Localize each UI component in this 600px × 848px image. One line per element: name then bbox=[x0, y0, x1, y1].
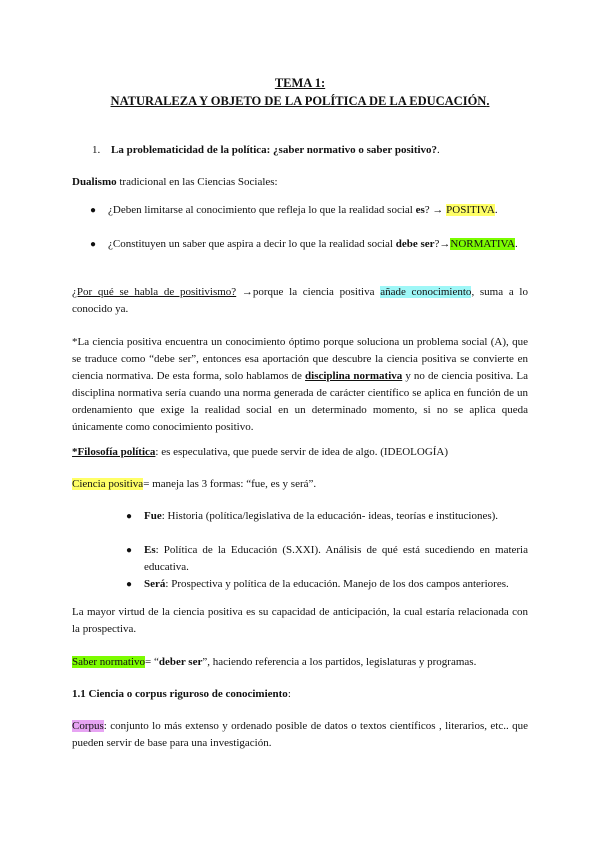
saber-normativo-paragraph: Saber normativo= “deber ser”, haciendo referencia a los partidos, legislaturas y programas. bbox=[72, 656, 477, 668]
bullet-dot-icon: ● bbox=[90, 239, 97, 250]
section-1-1-heading: 1.1 Ciencia o corpus riguroso de conocimiento: bbox=[72, 688, 291, 700]
corpus-paragraph: Corpus: conjunto lo más extenso y ordenado posible de datos o textos científicos , literarios, etc.. que pueden servir de base para una investigación. bbox=[72, 720, 528, 749]
disciplina-normativa-term: disciplina normativa bbox=[305, 370, 403, 382]
positiva-highlight: POSITIVA bbox=[446, 204, 495, 216]
bullet-list-formas bbox=[72, 508, 528, 610]
bullet-text: Será: Prospectiva y política de la educación. Manejo de los dos campos anteriores. bbox=[144, 578, 509, 590]
positivismo-question: ¿Por qué se habla de positivismo? bbox=[72, 286, 237, 298]
filosofia-paragraph: *Filosofía política: es especulativa, que puede servir de idea de algo. (IDEOLOGÍA) bbox=[72, 446, 449, 458]
list-item bbox=[72, 236, 528, 270]
corpus-highlight: Corpus bbox=[72, 720, 104, 732]
filosofia-term: *Filosofía política bbox=[72, 446, 156, 458]
page-title bbox=[72, 74, 528, 92]
bullet-dot-icon: ● bbox=[126, 545, 133, 556]
section-1-number: 1. bbox=[92, 144, 101, 156]
virtud-paragraph: La mayor virtud de la ciencia positiva es su capacidad de anticipación, la cual estaría relacionada con la prospectiva. bbox=[72, 606, 528, 635]
normativa-highlight: NORMATIVA bbox=[450, 238, 516, 250]
list-item bbox=[72, 508, 528, 542]
title-line-1: TEMA 1: bbox=[274, 76, 326, 90]
page-subtitle bbox=[72, 92, 528, 110]
bullet-bold-term: debe ser bbox=[395, 238, 435, 250]
note-paragraph: *La ciencia positiva encuentra un conocimiento óptimo porque soluciona un problema social (A), que se traduce como “debe ser”, entonces esa aportación que descubre la ciencia positiva se convierte en ciencia normativa. De esta forma, solo hablamos de disciplina normativa y no de ciencia positiva. La disciplina normativa sería cuando una norma generada de carácter científico se aplica en función de un ordenamiento que exige la realidad social en un determinado momento, si no se aplica queda únicamente como conocimiento positivo. bbox=[72, 336, 528, 433]
bullet-dot-icon: ● bbox=[90, 205, 97, 216]
bullet-dot-icon: ● bbox=[126, 511, 133, 522]
bullet-bold-term: Es bbox=[144, 544, 156, 556]
section-1-heading-period: . bbox=[437, 144, 440, 156]
deber-ser-term: deber ser bbox=[158, 656, 203, 668]
list-item bbox=[72, 202, 528, 236]
bullet-text: Es: Política de la Educación (S.XXI). Análisis de qué está sucediendo en materia educativa. bbox=[144, 544, 528, 573]
bullet-text: Fue: Historia (política/legislativa de la educación- ideas, teorías e instituciones). bbox=[144, 510, 499, 522]
bullet-text: ¿Deben limitarse al conocimiento que refleja lo que la realidad social es? → POSITIVA. bbox=[108, 204, 498, 216]
dualismo-text: tradicional en las Ciencias Sociales: bbox=[116, 176, 278, 188]
ciencia-positiva-highlight: Ciencia positiva bbox=[72, 478, 144, 490]
ciencia-positiva-paragraph: Ciencia positiva= maneja las 3 formas: “fue, es y será”. bbox=[72, 478, 317, 490]
title-trailing-period: . bbox=[486, 94, 490, 108]
title-line-2: NATURALEZA Y OBJETO DE LA POLÍTICA DE LA EDUCACIÓN bbox=[110, 94, 487, 108]
dualismo-paragraph bbox=[72, 174, 528, 191]
section-1-heading-text: La problematicidad de la política: ¿saber normativo o saber positivo? bbox=[111, 144, 438, 156]
saber-normativo-highlight: Saber normativo bbox=[72, 656, 146, 668]
positivismo-paragraph: ¿Por qué se habla de positivismo? →porque la ciencia positiva añade conocimiento, suma a lo conocido ya. bbox=[72, 286, 528, 315]
section-1-heading bbox=[92, 142, 528, 159]
bullet-list-dualismo bbox=[72, 202, 528, 270]
dualismo-term: Dualismo bbox=[72, 176, 117, 188]
bullet-dot-icon: ● bbox=[126, 579, 133, 590]
aniade-conocimiento-highlight: añade conocimiento bbox=[380, 286, 472, 298]
bullet-bold-term: es bbox=[415, 204, 425, 216]
bullet-bold-term: Será bbox=[144, 578, 166, 590]
section-1-1-heading-text: 1.1 Ciencia o corpus riguroso de conocimiento bbox=[72, 688, 288, 700]
list-item bbox=[72, 542, 528, 576]
bullet-text: ¿Constituyen un saber que aspira a decir lo que la realidad social debe ser?→NORMATIVA. bbox=[108, 238, 518, 250]
bullet-bold-term: Fue bbox=[144, 510, 162, 522]
